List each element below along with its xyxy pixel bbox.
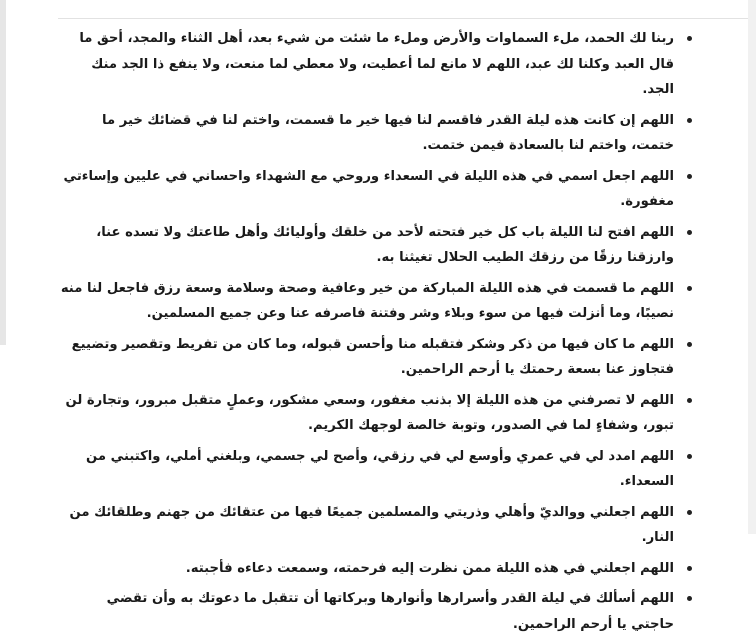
left-edge-strip: [0, 0, 6, 345]
scrollbar-track[interactable]: [748, 0, 756, 534]
list-item: [60, 276, 694, 327]
bullet-icon: [687, 454, 692, 459]
bullet-icon: [687, 174, 692, 179]
bullet-icon: [687, 286, 692, 291]
bullet-icon: [687, 398, 692, 403]
prayer-text: اللهم افتح لنا الليلة باب كل خير فتحته لأحد من خلقك وأوليائك وأهل طاعتك ولا تسده عنا، وارزقنا رزقًا من رزقك الطيب الحلال تغيثنا به.: [96, 224, 674, 265]
prayer-text: اللهم امدد لي في عمري وأوسع لي في رزقي، وأصح لي جسمي، وبلغني أملي، واكتبني من السعداء.: [86, 448, 674, 489]
bullet-icon: [687, 596, 692, 601]
list-item: [60, 26, 694, 103]
prayer-text: اللهم ما كان فيها من ذكر وشكر فتقبله منا وأحسن قبوله، وما كان من تفريط وتقصير وتضييع فتجاوز عنا بسعة رحمتك يا أرحم الراحمين.: [71, 336, 674, 377]
prayer-text: اللهم اجعل اسمي في هذه الليلة في السعداء وروحي مع الشهداء واحساني في عليين وإساءتي مغفورة.: [63, 168, 674, 209]
prayer-text: اللهم إن كانت هذه ليلة القدر فاقسم لنا فيها خير ما قسمت، واختم لنا في قضائك خير ما ختمت، واختم لنا بالسعادة فيمن ختمت.: [102, 112, 674, 153]
list-item: [60, 444, 694, 495]
list-item: [60, 164, 694, 215]
bullet-icon: [687, 36, 692, 41]
bullet-icon: [687, 510, 692, 515]
prayer-text: ربنا لك الحمد، ملء السماوات والأرض وملء ما شئت من شيء بعد، أهل الثناء والمجد، أحق ما قال العبد وكلنا لك عبد، اللهم لا مانع لما أعطيت، ولا معطي لما منعت، ولا ينفع ذا الجد منك الجد.: [79, 31, 674, 97]
list-item: [60, 586, 694, 637]
prayer-text: اللهم أسألك في ليلة القدر وأسرارها وأنوارها وبركاتها أن تتقبل ما دعوتك به وأن تقضي حاجتي يا أرحم الراحمين.: [106, 591, 674, 632]
list-item: [60, 556, 694, 582]
list-item: [60, 388, 694, 439]
top-header-border: [58, 0, 756, 19]
list-item: [60, 108, 694, 159]
bullet-icon: [687, 342, 692, 347]
bullet-icon: [687, 566, 692, 571]
bullet-icon: [687, 118, 692, 123]
prayer-text: اللهم ما قسمت في هذه الليلة المباركة من خير وعافية وصحة وسلامة وسعة رزق فاجعل لنا منه نصيبًا، وما أنزلت فيها من سوء وبلاء وشر وفتنة فاصرفه عنا وعن جميع المسلمين.: [60, 280, 674, 321]
prayer-list: [60, 26, 694, 642]
list-item: [60, 220, 694, 271]
bullet-icon: [687, 230, 692, 235]
list-item: [60, 500, 694, 551]
prayer-text: اللهم اجعلني ووالديّ وأهلي وذريتي والمسلمين جميعًا فيها من عتقائك من جهنم وطلقائك من النار.: [69, 504, 674, 545]
list-item: [60, 332, 694, 383]
prayer-text: اللهم اجعلني في هذه الليلة ممن نظرت إليه فرحمته، وسمعت دعاءه فأجبته.: [185, 560, 674, 576]
prayer-text: اللهم لا تصرفني من هذه الليلة إلا بذنب مغفور، وسعي مشكور، وعملٍ متقبل مبرور، وتجارة لن تبور، وشفاءٍ لما في الصدور، وتوبة خالصة لوجهك الكريم.: [65, 392, 674, 433]
